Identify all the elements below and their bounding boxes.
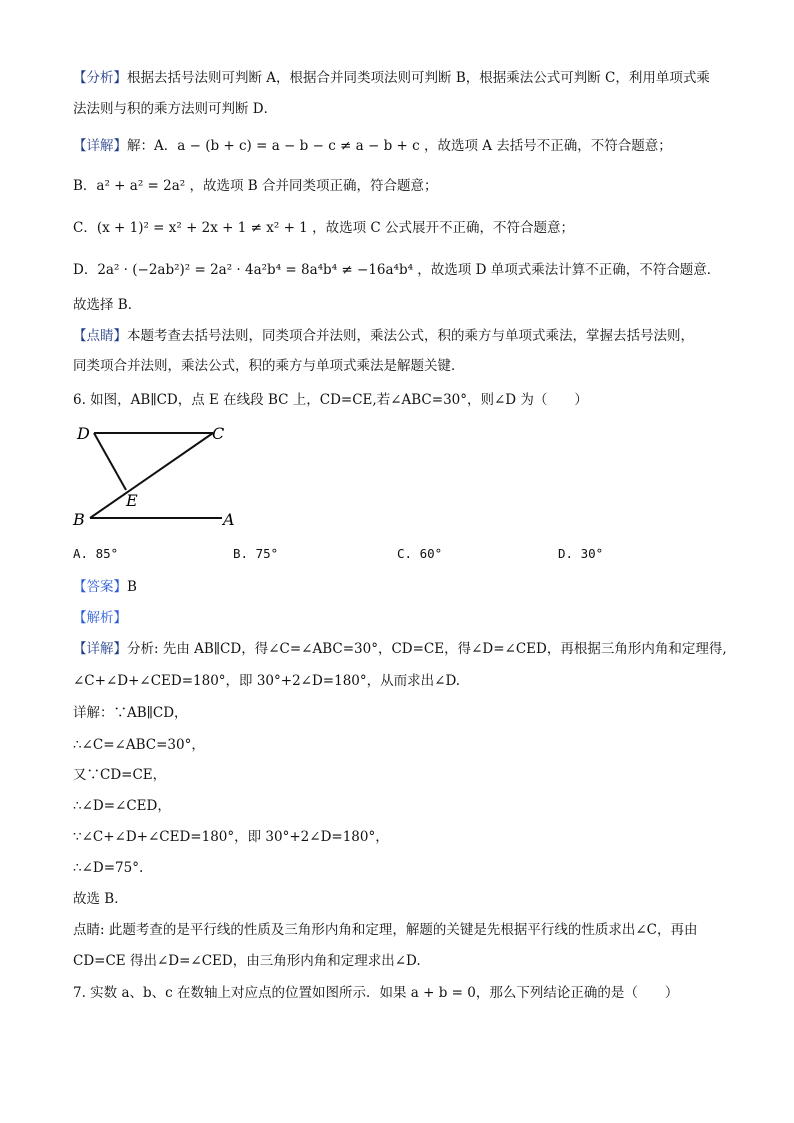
detail-text: 分析: 先由 AB∥CD，得∠C=∠ABC=30°，CD=CE，得∠D=∠CED，再根据三角形内角和定理得,	[127, 641, 727, 657]
q5-analysis-line-2: 法法则与积的乘方法则可判断 D．	[73, 101, 278, 117]
segment-bc	[90, 433, 213, 518]
q6-step: 故选 B．	[73, 891, 128, 907]
analysis-heading: 【解析】	[73, 610, 127, 626]
q5-comment-line-1	[73, 326, 694, 346]
q6-step: ∵∠C+∠D+∠CED=180°，即 30°+2∠D=180°，	[73, 829, 389, 845]
answer-tag: 【答案】	[73, 579, 127, 595]
option-b: B. 75°	[233, 546, 279, 561]
label-e: E	[126, 491, 138, 510]
q6-detail-line-2: ∠C+∠D+∠CED=180°，即 30°+2∠D=180°，从而求出∠D.	[73, 673, 461, 689]
q6-figure	[70, 420, 240, 535]
q6-step: ∴∠C=∠ABC=30°，	[73, 737, 205, 753]
segment-de	[94, 433, 126, 490]
q6-answer	[73, 577, 137, 597]
q6-step: ∴∠D=∠CED，	[73, 798, 171, 814]
comment-text: 本题考查去括号法则，同类项合并法则，乘法公式，积的乘方与单项式乘法，掌握去括号法则，	[127, 328, 694, 344]
q6-step: 详解：∵AB∥CD，	[73, 705, 188, 721]
q5-detail-c: C．(x + 1)² = x² + 2x + 1 ≠ x² + 1 ，故选项 C 公式展开不正确，不符合题意；	[73, 220, 574, 236]
q6-analysis-tag	[73, 608, 127, 628]
label-a: A	[223, 510, 235, 529]
q6-step: ∴∠D=75°.	[73, 860, 144, 876]
detail-tag: 【详解】	[73, 641, 127, 657]
q6-question: 6. 如图，AB∥CD，点 E 在线段 BC 上，CD=CE,若∠ABC=30°，则∠D 为（ ）	[73, 392, 588, 408]
detail-a-text: 解：A．a − (b + c) = a − b − c ≠ a − b + c ，故选项 A 去括号不正确，不符合题意；	[127, 138, 672, 154]
label-b: B	[73, 510, 85, 529]
q6-step: 又∵CD=CE，	[73, 767, 167, 783]
option-c: C. 60°	[397, 546, 443, 561]
q5-detail-a	[73, 136, 672, 156]
label-d: D	[77, 424, 90, 443]
analysis-text: 根据去括号法则可判断 A，根据合并同类项法则可判断 B，根据乘法公式可判断 C，利用单项式乘	[127, 70, 710, 86]
q5-analysis-line-1	[73, 68, 710, 88]
option-a: A. 85°	[73, 546, 119, 561]
analysis-tag: 【分析】	[73, 70, 127, 86]
q5-choose: 故选择 B．	[73, 297, 142, 313]
q6-comment-line-2: CD=CE 得出∠D=∠CED，由三角形内角和定理求出∠D.	[73, 953, 421, 969]
label-c: C	[212, 424, 225, 443]
option-d: D. 30°	[558, 546, 604, 561]
comment-tag: 【点睛】	[73, 328, 127, 344]
q5-detail-b: B．a² + a² = 2a² ，故选项 B 合并同类项正确，符合题意；	[73, 178, 438, 194]
q6-comment-line-1: 点睛: 此题考查的是平行线的性质及三角形内角和定理，解题的关键是先根据平行线的性质求出∠C，再由	[73, 922, 698, 938]
q6-detail-line-1	[73, 639, 727, 659]
detail-tag: 【详解】	[73, 138, 127, 154]
q5-detail-d: D．2a² · (−2ab²)² = 2a² · 4a²b⁴ = 8a⁴b⁴ ≠ −16a⁴b⁴ ，故选项 D 单项式乘法计算不正确，不符合题意．	[73, 262, 721, 278]
answer-value: B	[127, 579, 137, 595]
q5-comment-line-2: 同类项合并法则，乘法公式，积的乘方与单项式乘法是解题关键．	[73, 358, 465, 374]
q7-question: 7. 实数 a、b、c 在数轴上对应点的位置如图所示．如果 a + b = 0，那么下列结论正确的是（ ）	[73, 985, 679, 1001]
